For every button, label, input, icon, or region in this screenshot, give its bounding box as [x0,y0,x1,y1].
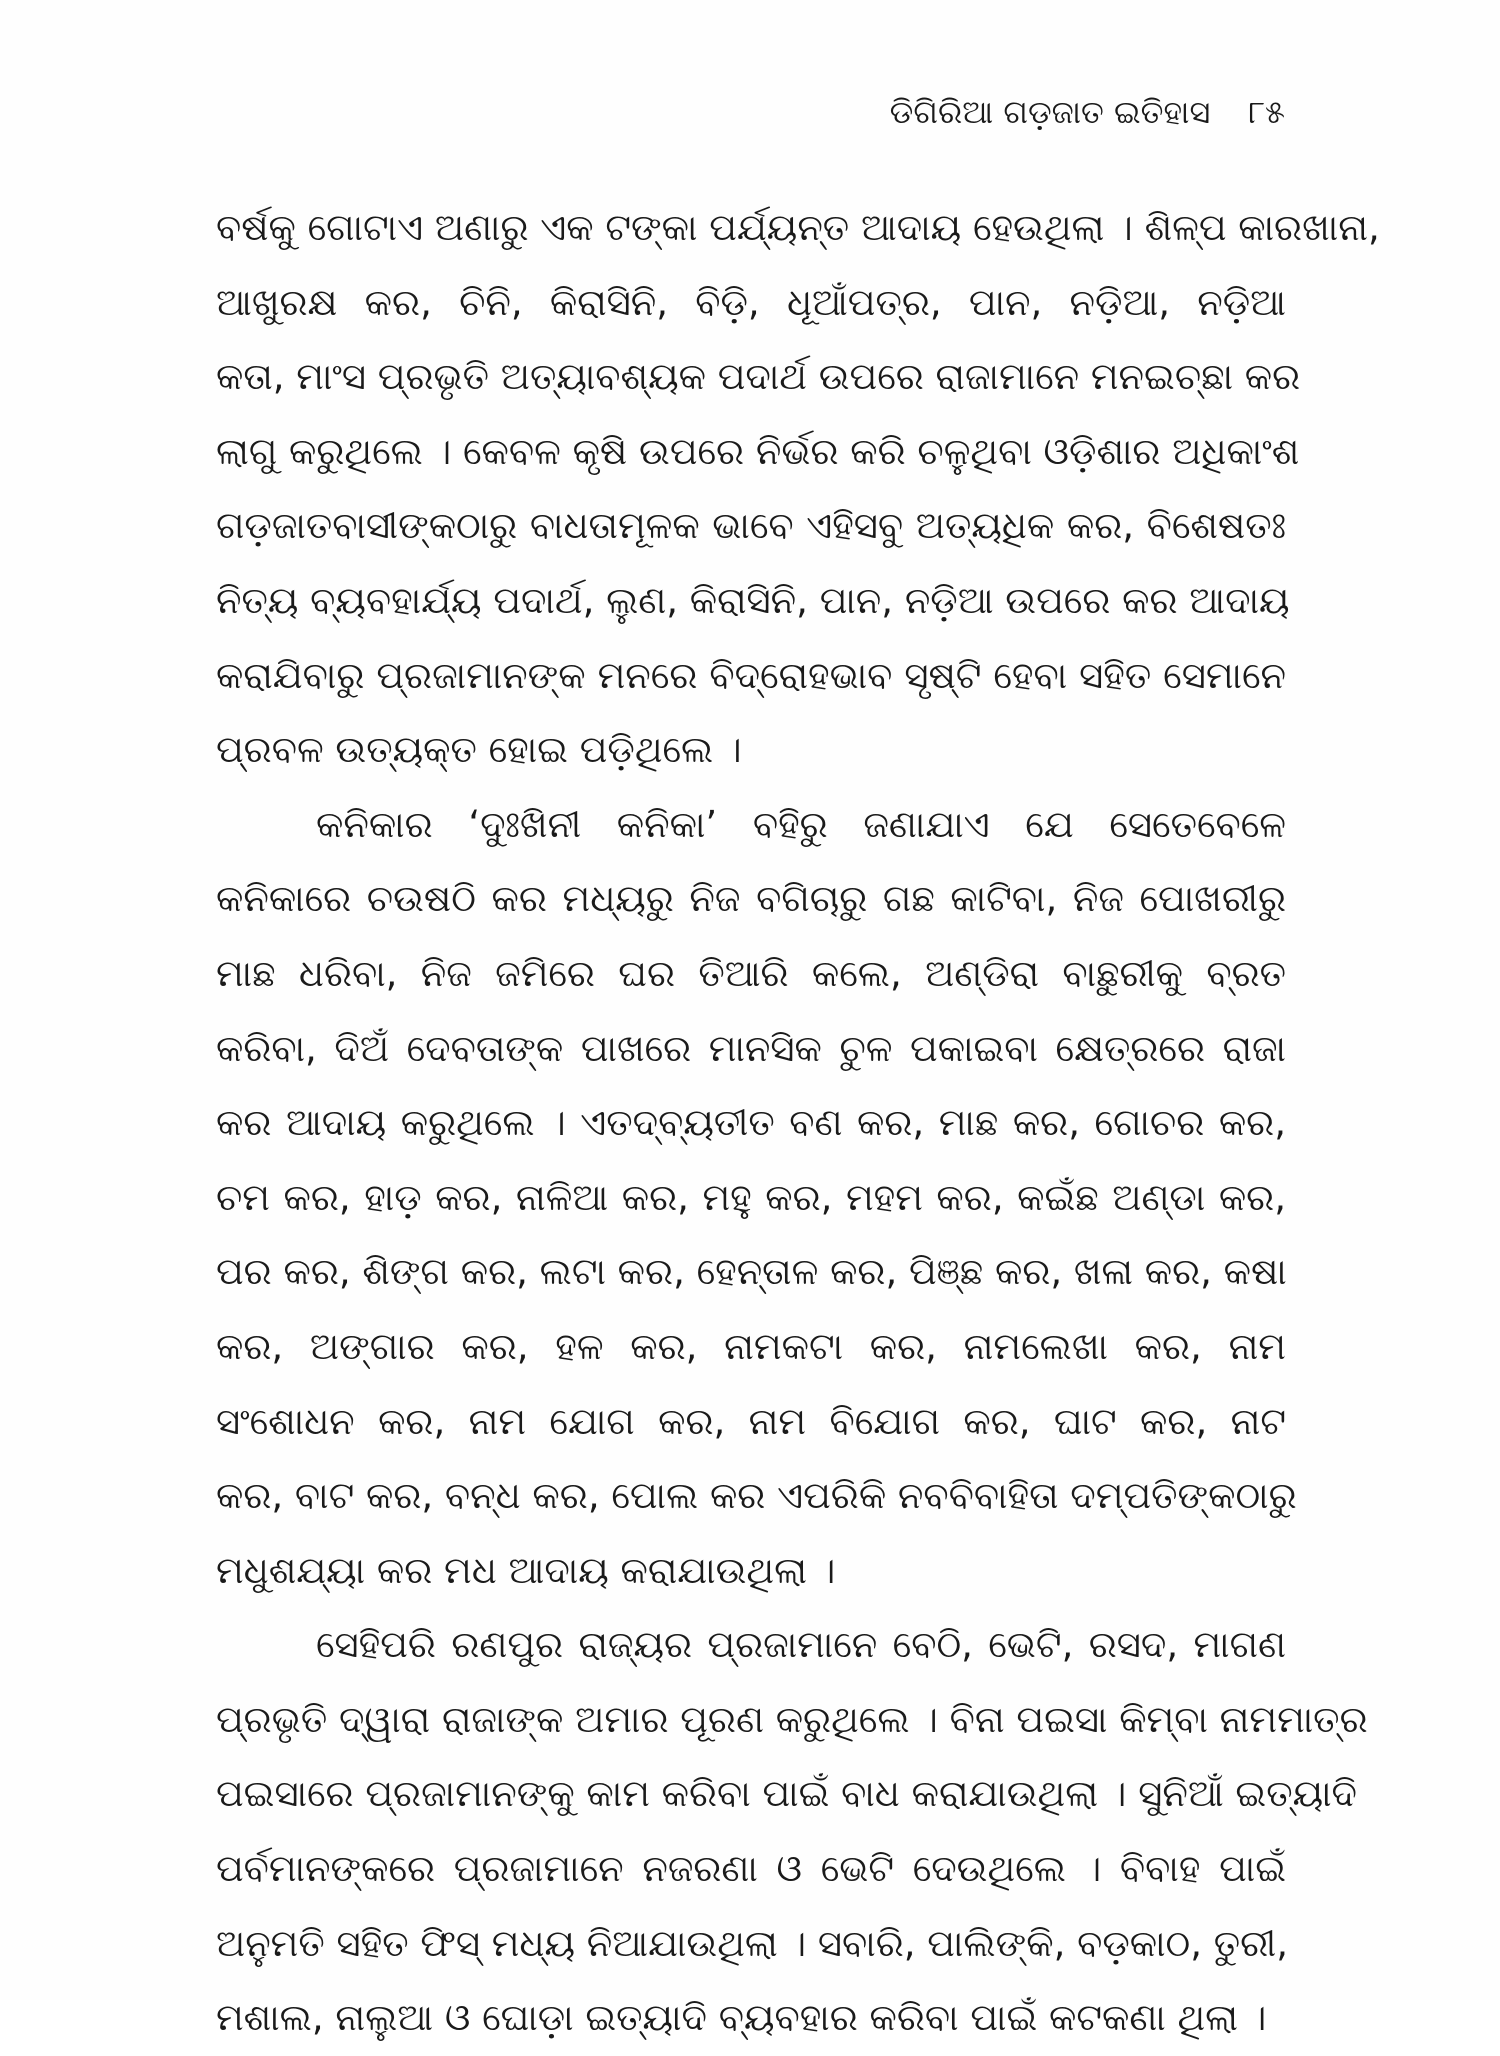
text-line: କର ଆଦାୟ କରୁଥିଲେ । ଏତଦ୍‌ବ୍ୟତୀତ ବଣ କର, ମାଛ କର, ଗୋଚର କର, [216,1101,1286,1145]
text-line: ମଧୁଶଯ୍ୟା କର ମଧ ଆଦାୟ କରାଯାଉଥିଲା । [216,1548,836,1592]
text-line: ସଂଶୋଧନ କର, ନାମ ଯୋଗ କର, ନାମ ବିଯୋଗ କର, ଘାଟ କର, ନାଟ [216,1399,1286,1443]
text-line: ପର୍ବମାନଙ୍କରେ ପ୍ରଜାମାନେ ନଜରଣା ଓ ଭେଟି ଦେଉଥିଲେ । ବିବାହ ପାଇଁ [216,1847,1286,1891]
text-line: ନିତ୍ୟ ବ୍ୟବହାର୍ଯ୍ୟ ପଦାର୍ଥ, ଲୁଣ, କିରାସିନି, ପାନ, ନଡ଼ିଆ ଉପରେ କର ଆଦାୟ [216,578,1290,622]
text-line: ଅନୁମତି ସହିତ ଫିସ୍ ମଧ୍ୟ ନିଆଯାଉଥିଲା । ସବାରି, ପାଲିଙ୍କି, ବଡ଼କାଠ, ତୁରୀ, [216,1921,1288,1965]
text-line: କନିକାର ‘ଦୁଃଖିନୀ କନିକା’ ବହିରୁ ଜଣାଯାଏ ଯେ ସେତେବେଳେ [316,802,1286,846]
book-title: ଡିଗିରିଆ ଗଡ଼ଜାତ ଇତିହାସ [889,93,1211,131]
text-line: କରିବା, ଦିଅଁ ଦେବତାଙ୍କ ପାଖରେ ମାନସିକ ଚୁଳ ପକାଇବା କ୍ଷେତ୍ରରେ ରାଜା [216,1026,1286,1070]
text-line: ମଶାଲ, ନାଲୁଆ ଓ ଘୋଡ଼ା ଇତ୍ୟାଦି ବ୍ୟବହାର କରିବା ପାଇଁ କଟକଣା ଥିଲା । [216,1996,1267,2040]
text-line: ପ୍ରବଳ ଉତ୍ୟକ୍ତ ହୋଇ ପଡ଼ିଥିଲେ । [216,728,742,772]
text-line: ପର କର, ଶିଙ୍ଗ କର, ଲଟା କର, ହେନ୍ତାଳ କର, ପିଞ୍ଛ କର, ଖଳା କର, କଷା [216,1250,1287,1294]
text-line: ମାଛ ଧରିବା, ନିଜ ଜମିରେ ଘର ତିଆରି କଲେ, ଅଣ୍ଡିରା ବାଛୁରୀକୁ ବ୍ରତ [216,951,1286,995]
text-line: କର, ଅଙ୍ଗାର କର, ହଳ କର, ନାମକଟା କର, ନାମଲେଖା କର, ନାମ [216,1324,1286,1368]
text-line: କତା, ମାଂସ ପ୍ରଭୃତି ଅତ୍ୟାବଶ୍ୟକ ପଦାର୍ଥ ଉପରେ ରାଜାମାନେ ମନଇଚ୍ଛା କର [216,355,1301,399]
text-line: ଚମ କର, ହାଡ଼ କର, ନାଳିଆ କର, ମହୁ କର, ମହମ କର, କଇଁଛ ଅଣ୍ଡା କର, [216,1175,1286,1219]
text-line: ସେହିପରି ରଣପୁର ରାଜ୍ୟର ପ୍ରଜାମାନେ ବେଠି, ଭେଟି, ରସଦ, ମାଗଣ [316,1623,1286,1667]
text-line: କର, ବାଟ କର, ବନ୍ଧ କର, ପୋଲ କର ଏପରିକି ନବବିବାହିତା ଦମ୍ପତିଙ୍କଠାରୁ [216,1474,1297,1518]
page-number: ୮୫ [1248,93,1285,131]
body-text [216,191,1380,2056]
paragraph-3 [216,1608,1368,2056]
text-line: ଆଖୁରକ୍ଷ କର, ଚିନି, କିରାସିନି, ବିଡ଼ି, ଧୂଆଁପତ୍ର, ପାନ, ନଡ଼ିଆ, ନଡ଼ିଆ [216,280,1286,324]
paragraph-2 [216,788,1297,1609]
text-line: କନିକାରେ ଚଉଷଠି କର ମଧ୍ୟରୁ ନିଜ ବଗିଚାରୁ ଗଛ କାଟିବା, ନିଜ ପୋଖରୀରୁ [216,877,1286,921]
text-line: ପଇସାରେ ପ୍ରଜାମାନଙ୍କୁ କାମ କରିବା ପାଇଁ ବାଧ କରାଯାଉଥିଲା । ସୁନିଆଁ ଇତ୍ୟାଦି [216,1772,1357,1816]
text-line: ବର୍ଷକୁ ଗୋଟାଏ ଅଣାରୁ ଏକ ଟଙ୍କା ପର୍ଯ୍ୟନ୍ତ ଆଦାୟ ହେଉଥିଲା । ଶିଳ୍ପ କାରଖାନା, [216,206,1380,249]
paragraph-1 [216,191,1380,788]
text-line: କରାଯିବାରୁ ପ୍ରଜାମାନଙ୍କ ମନରେ ବିଦ୍ରୋହଭାବ ସୃଷ୍ଟି ହେବା ସହିତ ସେମାନେ [216,653,1286,697]
running-header [890,92,1285,132]
text-line: ପ୍ରଭୃତି ଦ୍ୱାରା ରାଜାଙ୍କ ଅମାର ପୂରଣ କରୁଥିଲେ । ବିନା ପଇସା କିମ୍ବା ନାମମାତ୍ର [216,1697,1368,1741]
text-line: ଲାଗୁ କରୁଥିଲେ । କେବଳ କୃଷି ଉପରେ ନିର୍ଭର କରି ଚଳୁଥିବା ଓଡ଼ିଶାର ଅଧିକାଂଶ [216,429,1300,473]
text-line: ଗଡ଼ଜାତବାସୀଙ୍କଠାରୁ ବାଧତାମୂଳକ ଭାବେ ଏହିସବୁ ଅତ୍ୟଧିକ କର, ବିଶେଷତଃ [216,504,1286,548]
